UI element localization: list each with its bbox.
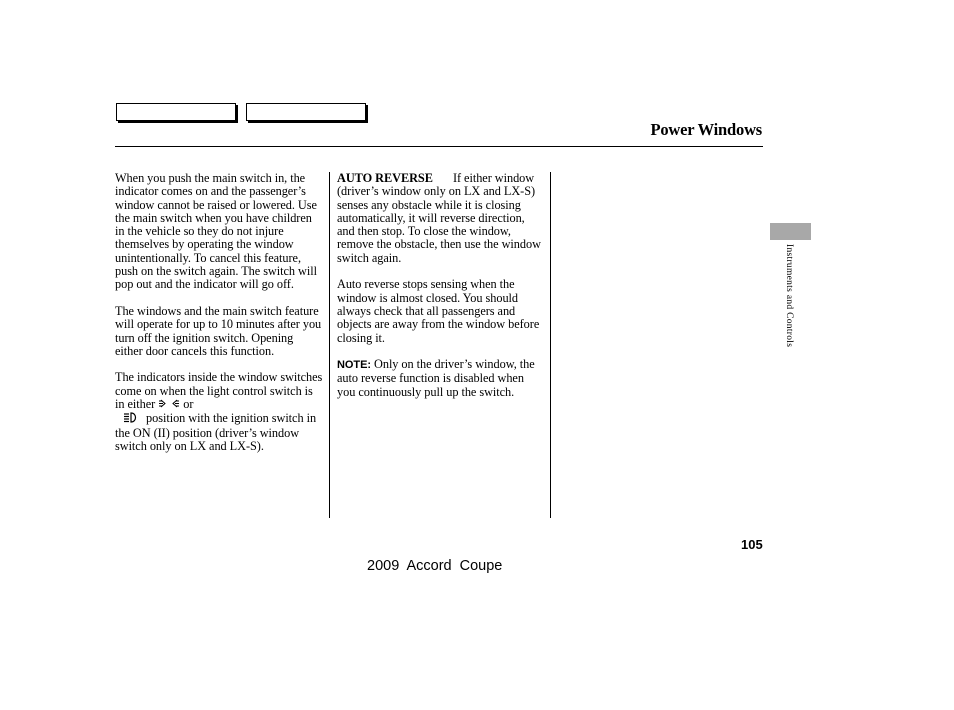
note-label: NOTE:	[337, 359, 371, 372]
auto-reverse-heading: AUTO REVERSE	[337, 171, 433, 185]
header-rule	[115, 146, 763, 147]
headlight-icon	[123, 412, 139, 426]
column-1	[115, 172, 323, 467]
nav-box-next[interactable]	[246, 103, 366, 121]
nav-box-previous[interactable]	[116, 103, 236, 121]
paragraph-main-switch: When you push the main switch in, the indicator comes on and the passenger’s window cannot be raised or lowered. Use the main switch when you have children in the vehicle so they do not injure themselves by operating the window unintentionally. To cancel this feature, push on the switch again. The switch will pop out and the indicator will go off.	[115, 171, 317, 292]
section-tab	[770, 223, 811, 240]
page-number: 105	[741, 537, 763, 552]
paragraph-auto-reverse-stop: Auto reverse stops sensing when the window is almost closed. You should always check that all passengers and objects are away from the window before closing it.	[337, 277, 540, 345]
column-divider-1	[329, 172, 330, 518]
column-divider-2	[550, 172, 551, 518]
paragraph-timer: The windows and the main switch feature will operate for up to 10 minutes after you turn off the ignition switch. Opening either door cancels this function.	[115, 303, 322, 358]
paragraph-indicators: The indicators inside the window switches come on when the light control switch is in either or position with the ignition switch in the ON (II) position (driver’s window switch only on LX and LX-S).	[115, 370, 323, 453]
footer-model: 2009 Accord Coupe	[367, 558, 503, 574]
parking-light-icon	[158, 398, 180, 412]
section-sidebar-label: Instruments and Controls	[784, 244, 794, 348]
column-2	[337, 172, 544, 412]
paragraph-note: NOTE: Only on the driver’s window, the auto reverse function is disabled when you continuously pull up the switch.	[337, 357, 535, 399]
page-title: Power Windows	[650, 120, 762, 139]
paragraph-auto-reverse: AUTO REVERSE If either window (driver’s window only on LX and LX-S) senses any obstacle while it is closing automatically, it will reverse direction, and then stop. To close the window, remove the obstacle, then use the window switch again.	[337, 171, 541, 265]
